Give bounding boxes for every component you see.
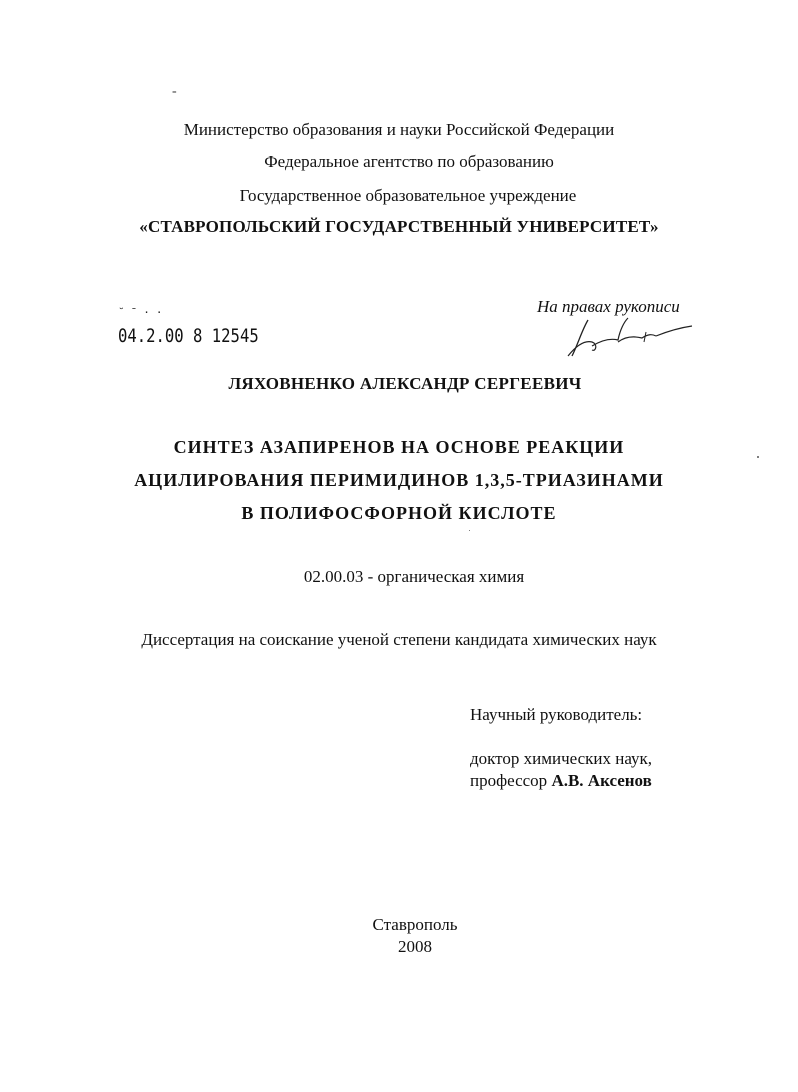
city: Ставрополь: [372, 915, 458, 934]
title-line-3: В ПОЛИФОСФОРНОЙ КИСЛОТЕ: [241, 503, 557, 523]
stamp-tick: ·: [155, 306, 169, 319]
speciality: 02.00.03 - органическая химия: [303, 567, 525, 586]
supervisor-degree: доктор химических наук,: [470, 749, 653, 768]
stamp-ticks: [118, 306, 169, 319]
supervisor-name: А.В. Аксенов: [551, 771, 652, 790]
ministry-line: Министерство образования и науки Российской Федерации: [183, 120, 615, 139]
registration-number: 04.2.00 8 12545: [118, 325, 259, 347]
supervisor-title: профессор: [470, 771, 548, 790]
supervisor-line: [470, 770, 652, 792]
title-line-2: АЦИЛИРОВАНИЯ ПЕРИМИДИНОВ 1,3,5-ТРИАЗИНАМИ: [134, 470, 664, 490]
stamp-tick: ˉ: [130, 306, 144, 319]
author-name: ЛЯХОВНЕНКО АЛЕКСАНДР СЕРГЕЕВИЧ: [228, 374, 582, 393]
manuscript-note: На правах рукописи: [537, 297, 680, 316]
year: 2008: [398, 937, 432, 956]
signature-icon: [562, 316, 697, 360]
scan-speck: [469, 530, 470, 531]
stamp-tick: ·: [143, 306, 156, 319]
stamp-tick: ˘: [118, 306, 131, 319]
degree-statement: Диссертация на соискание ученой степени кандидата химических наук: [141, 630, 657, 649]
agency-line: Федеральное агентство по образованию: [264, 152, 554, 171]
institution-line: Государственное образовательное учреждение: [239, 186, 577, 205]
supervisor-label: Научный руководитель:: [470, 705, 643, 724]
top-mark: -: [172, 84, 177, 99]
university-name: «СТАВРОПОЛЬСКИЙ ГОСУДАРСТВЕННЫЙ УНИВЕРСИТЕТ»: [139, 217, 659, 236]
scan-speck: [757, 456, 759, 458]
title-line-1: СИНТЕЗ АЗАПИРЕНОВ НА ОСНОВЕ РЕАКЦИИ: [173, 437, 625, 457]
